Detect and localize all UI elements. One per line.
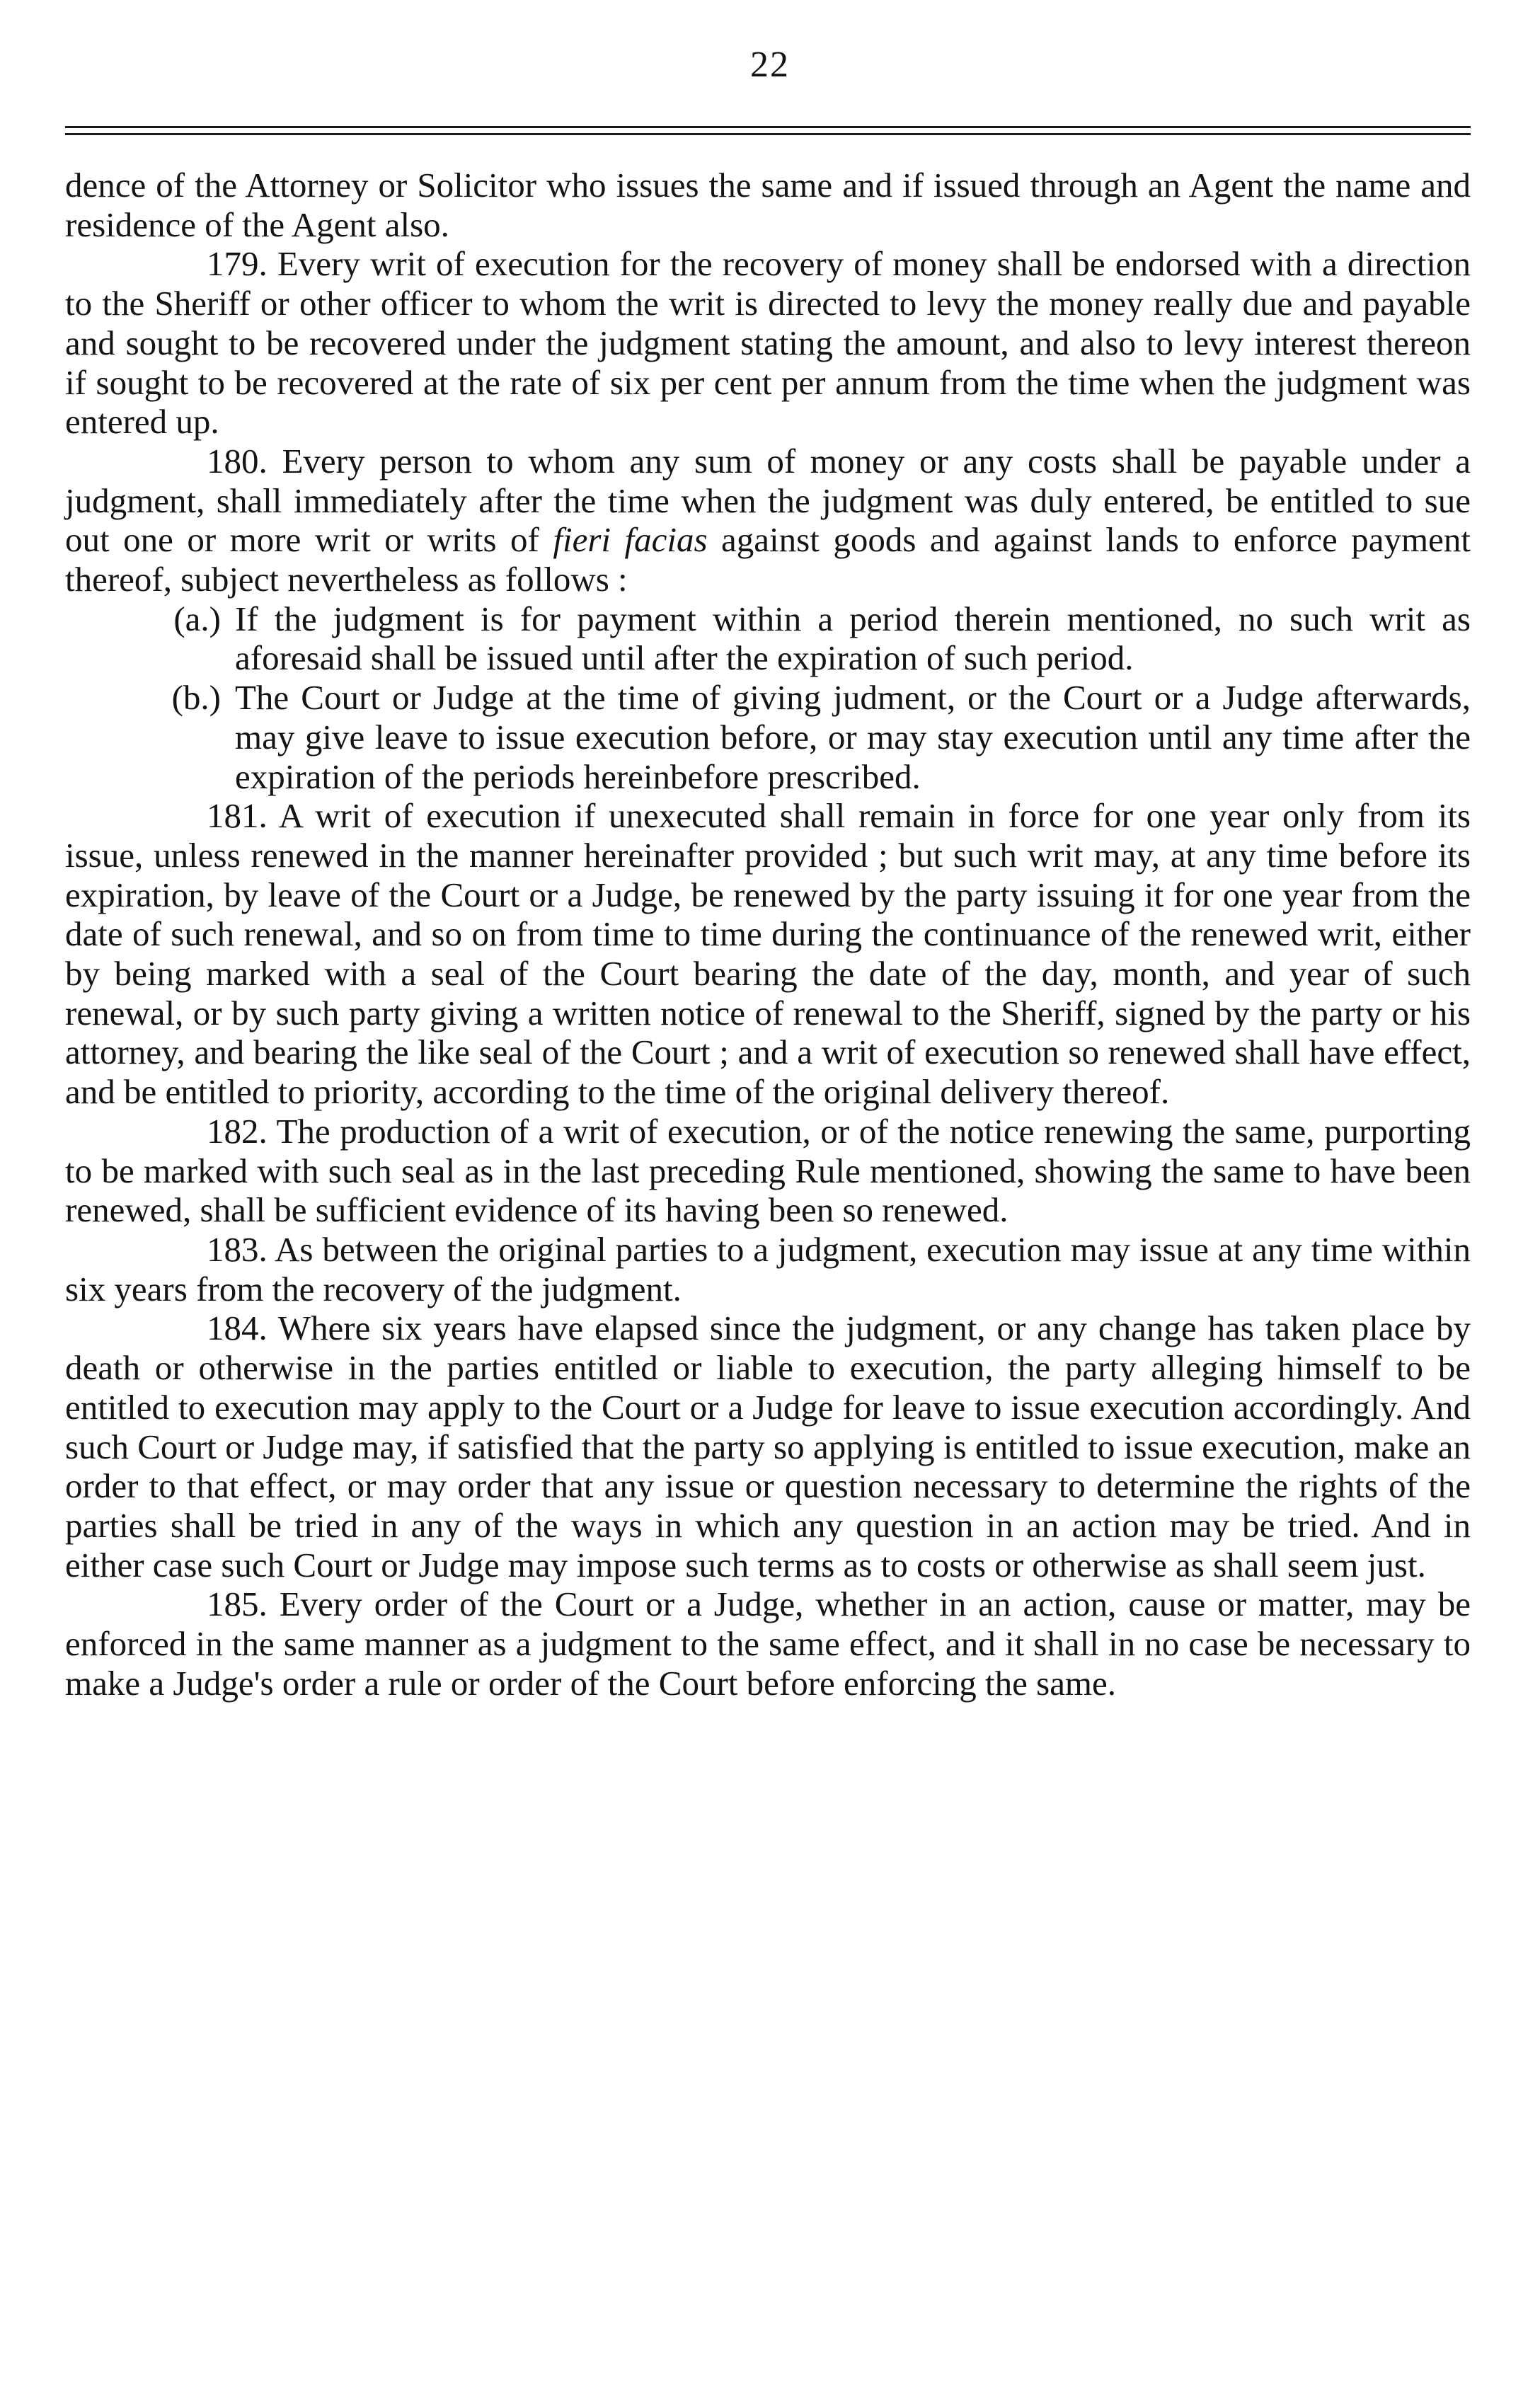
rule-185: [65, 1584, 1471, 1703]
rule-text: The production of a writ of execution, or of the notice renewing the same, purporting to be marked with such seal as in the last preceding Rule mentioned, showing the same to have been renewed, shall be sufficient evidence of its having been so renewed.: [65, 1111, 1471, 1230]
rule-number: 179.: [207, 244, 268, 284]
rule-182: [65, 1112, 1471, 1230]
rule-text: Every writ of execution for the recovery of money shall be endorsed with a direction to the Sheriff or other officer to whom the writ is directed to levy the money really due and payable and sought to be recovered under the judgment stating the amount, and also to levy interest thereon if sought to be recovered at the rate of six per cent per annum from the time when the judgment was entered up.: [65, 244, 1471, 442]
rule-text: A writ of execution if unexecuted shall remain in force for one year only from its issue, unless renewed in the manner hereinafter provided ; but such writ may, at any time before its expiration, by leave of the Court or a Judge, be renewed by the party issuing it for one year from the date of such renewal, and so on from time to time during the continuance of the renewed writ, either by being marked with a seal of the Court bearing the date of the day, month, and year of such renewal, or by such party giving a written notice of renewal to the Sheriff, signed by the party or his attorney, and bearing the like seal of the Court ; and a writ of execution so renewed shall have effect, and be entitled to priority, according to the time of the original delivery thereof.: [65, 796, 1471, 1112]
rule-184: [65, 1308, 1471, 1584]
rule-number: 183.: [207, 1229, 268, 1269]
rule-number: 181.: [207, 796, 268, 836]
page-number: 22: [750, 45, 790, 85]
item-label: (b.): [171, 678, 221, 718]
rule-text-continued: against goods and against lands to enforce payment thereof, subject nevertheless as follows :: [65, 520, 1471, 599]
rule-180-item-a: [65, 599, 1471, 678]
header-rule-top: [65, 126, 1471, 128]
rule-179: [65, 244, 1471, 442]
rule-181: [65, 796, 1471, 1112]
rule-text: Where six years have elapsed since the judgment, or any change has taken place by death or otherwise in the parties entitled or liable to execution, the party alleging himself to be entitled to execution may apply to the Court or a Judge for leave to issue execution accordingly. And such Court or Judge may, if satisfied that the party so applying is entitled to issue execution, make an order to that effect, or may order that any issue or question necessary to determine the rights of the parties shall be tried in any of the ways in which any question in an action may be tried. And in either case such Court or Judge may impose such terms as to costs or otherwise as shall seem just.: [65, 1308, 1471, 1584]
item-label: (a.): [173, 599, 221, 638]
rule-text: Every order of the Court or a Judge, whether in an action, cause or matter, may be enforced in the same manner as a judgment to the same effect, and it shall in no case be necessary to make a Judge's order a rule or order of the Court before enforcing the same.: [65, 1584, 1471, 1703]
header-rule-bottom: [65, 133, 1471, 135]
rule-text: Every person to whom any sum of money or any costs shall be payable under a judgment, shall immediately after the time when the judgment was duly entered, be entitled to sue out one or more writ or writs of: [65, 441, 1471, 560]
rule-183: [65, 1230, 1471, 1308]
rule-text: As between the original parties to a judgment, execution may issue at any time within six years from the recovery of the judgment.: [65, 1229, 1471, 1308]
body-text: [65, 166, 1471, 1703]
rule-number: 185.: [207, 1584, 268, 1624]
rule-number: 180.: [207, 441, 268, 481]
item-text: If the judgment is for payment within a period therein mentioned, no such writ as aforesaid shall be issued until after the expiration of such period.: [235, 599, 1471, 678]
latin-term: fieri facias: [553, 520, 708, 560]
rule-180-item-b: [65, 678, 1471, 796]
rule-number: 184.: [207, 1308, 268, 1348]
item-text: The Court or Judge at the time of giving judment, or the Court or a Judge afterwards, may give leave to issue execution before, or may stay execution until any time after the expiration of the periods hereinbefore prescribed.: [235, 678, 1471, 796]
rule-180: [65, 442, 1471, 599]
rule-number: 182.: [207, 1111, 268, 1151]
continuation-paragraph: dence of the Attorney or Solicitor who issues the same and if issued through an Agent the name and residence of the Agent also.: [65, 166, 1471, 244]
